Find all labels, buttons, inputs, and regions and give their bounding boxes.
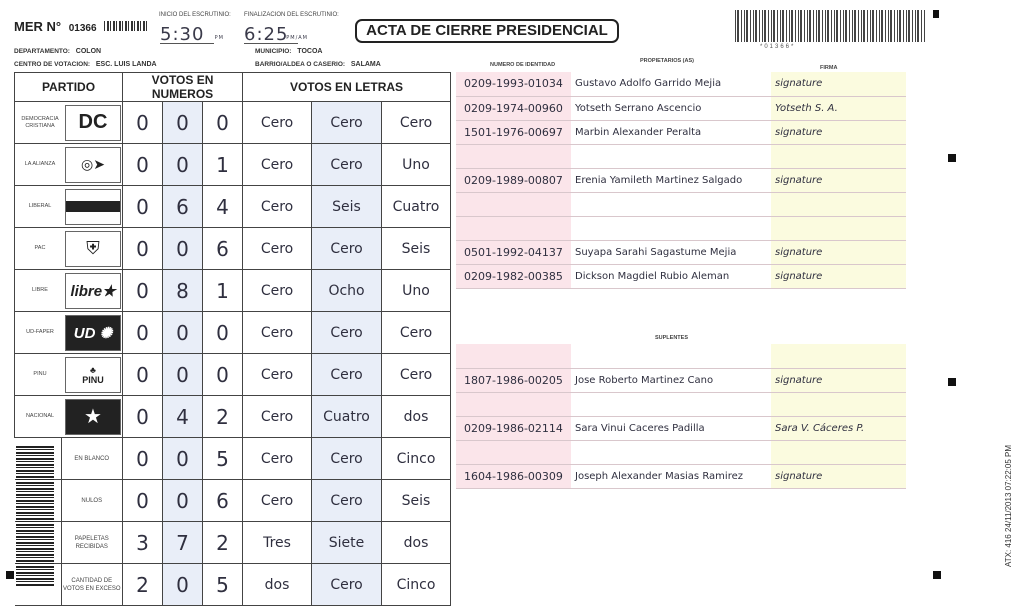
propietarios-table	[456, 72, 906, 289]
identity-number: 0501-1992-04137	[456, 240, 571, 264]
summary-word: dos	[243, 564, 312, 606]
vote-digit: 4	[203, 186, 243, 228]
summary-word: Cinco	[382, 438, 451, 480]
member-name: Erenia Yamileth Martinez Salgado	[571, 168, 771, 192]
summary-digit: 6	[203, 480, 243, 522]
member-name	[571, 440, 771, 464]
party-row	[15, 312, 451, 354]
party-logo-icon: ⛨	[65, 231, 121, 267]
summary-digit: 0	[163, 564, 203, 606]
member-name: Gustavo Adolfo Garrido Mejia	[571, 72, 771, 96]
party-cell	[15, 228, 123, 270]
party-logo-icon: UD ✺	[65, 315, 121, 351]
signature-row	[456, 440, 906, 464]
party-logo-icon: ♣ PINU	[65, 357, 121, 393]
party-cell	[15, 186, 123, 228]
vote-word: Cero	[243, 354, 312, 396]
summary-digit: 7	[163, 522, 203, 564]
vote-word: Cero	[243, 228, 312, 270]
registration-mark	[6, 571, 14, 579]
vote-word: dos	[382, 396, 451, 438]
inicio-ampm: PM	[214, 35, 224, 41]
numero-identidad-label: NUMERO DE IDENTIDAD	[490, 62, 556, 68]
summary-row	[15, 522, 451, 564]
votos-numeros-header: VOTOS EN NUMEROS	[123, 73, 243, 102]
municipio	[255, 48, 322, 55]
party-name: LIBRE	[32, 287, 48, 293]
municipio-label: MUNICIPIO:	[255, 48, 292, 55]
identity-number: 0209-1982-00385	[456, 264, 571, 288]
registration-mark	[948, 154, 956, 162]
party-cell	[15, 396, 123, 438]
firma-label: FIRMA	[820, 65, 838, 71]
page-title: ACTA DE CIERRE PRESIDENCIAL	[355, 19, 619, 43]
identity-number: 0209-1974-00960	[456, 96, 571, 120]
barcode-icon	[735, 10, 925, 42]
vote-word: Ocho	[312, 270, 382, 312]
member-name	[571, 344, 771, 368]
mer-number-value: 01366	[68, 23, 97, 34]
vote-word: Cuatro	[312, 396, 382, 438]
summary-digit: 0	[163, 438, 203, 480]
propietarios-label: PROPIETARIOS (AS)	[640, 58, 694, 64]
party-name: DEMOCRACIA CRISTIANA	[21, 115, 59, 129]
vote-digit: 0	[123, 396, 163, 438]
registration-mark	[948, 378, 956, 386]
votes-table	[14, 72, 451, 606]
departamento-value: COLON	[75, 48, 102, 55]
signature: signature	[771, 264, 906, 288]
vote-digit: 0	[123, 270, 163, 312]
registration-mark	[933, 10, 939, 18]
vote-digit: 0	[123, 228, 163, 270]
vote-digit: 0	[163, 228, 203, 270]
signature: signature	[771, 120, 906, 144]
signature-row	[456, 416, 906, 440]
signature: signature	[771, 72, 906, 96]
party-row	[15, 228, 451, 270]
member-name: Marbin Alexander Peralta	[571, 120, 771, 144]
identity-number	[456, 192, 571, 216]
vertical-barcode-icon	[16, 446, 54, 586]
signature	[771, 392, 906, 416]
vote-word: Cero	[243, 312, 312, 354]
vote-digit: 4	[163, 396, 203, 438]
summary-word: Cero	[312, 438, 382, 480]
vote-digit: 0	[163, 144, 203, 186]
member-name: Jose Roberto Martinez Cano	[571, 368, 771, 392]
party-cell	[15, 270, 123, 312]
barcode-number: *01366*	[760, 44, 796, 50]
summary-digit: 0	[123, 438, 163, 480]
vote-word: Seis	[312, 186, 382, 228]
finalizacion-time-value: 6:25	[244, 24, 289, 45]
barrio-value: SALAMA	[350, 61, 381, 68]
party-name: UD-FAPER	[26, 329, 54, 335]
identity-number	[456, 344, 571, 368]
summary-word: Cero	[312, 564, 382, 606]
party-logo-icon: ◎➤	[65, 147, 121, 183]
party-row	[15, 102, 451, 144]
votes-header-row	[15, 73, 451, 102]
vote-digit: 8	[163, 270, 203, 312]
barrio-label: BARRIO/ALDEA O CASERIO:	[255, 61, 346, 68]
summary-digit: 2	[203, 522, 243, 564]
vote-digit: 6	[163, 186, 203, 228]
summary-word: Tres	[243, 522, 312, 564]
summary-digit: 5	[203, 564, 243, 606]
vote-digit: 0	[123, 102, 163, 144]
summary-row	[15, 480, 451, 522]
signature-row	[456, 144, 906, 168]
votos-letras-header: VOTOS EN LETRAS	[243, 73, 451, 102]
signature: signature	[771, 368, 906, 392]
summary-digit: 0	[123, 480, 163, 522]
identity-number: 0209-1989-00807	[456, 168, 571, 192]
summary-digit: 3	[123, 522, 163, 564]
vote-digit: 0	[203, 102, 243, 144]
vote-digit: 1	[203, 270, 243, 312]
mer-label: MER N°	[14, 19, 62, 34]
vote-digit: 0	[123, 144, 163, 186]
vote-word: Cero	[312, 312, 382, 354]
summary-label: NULOS	[61, 480, 123, 521]
party-row	[15, 270, 451, 312]
summary-word: Siete	[312, 522, 382, 564]
signature	[771, 216, 906, 240]
vote-word: Uno	[382, 144, 451, 186]
identity-number	[456, 440, 571, 464]
member-name	[571, 216, 771, 240]
mini-barcode-icon	[104, 21, 148, 31]
party-row	[15, 396, 451, 438]
identity-number	[456, 144, 571, 168]
signature-row	[456, 168, 906, 192]
identity-number: 1807-1986-00205	[456, 368, 571, 392]
signature-row	[456, 120, 906, 144]
vote-digit: 0	[163, 312, 203, 354]
vote-word: Cero	[243, 396, 312, 438]
signature-row	[456, 392, 906, 416]
partido-header: PARTIDO	[15, 73, 123, 102]
vote-digit: 0	[163, 102, 203, 144]
summary-word: Cero	[243, 438, 312, 480]
summary-row	[15, 438, 451, 480]
signature: signature	[771, 168, 906, 192]
identity-number: 0209-1993-01034	[456, 72, 571, 96]
identity-number: 0209-1986-02114	[456, 416, 571, 440]
identity-number: 1501-1976-00697	[456, 120, 571, 144]
vote-digit: 1	[203, 144, 243, 186]
vote-word: Cero	[312, 354, 382, 396]
summary-digit: 5	[203, 438, 243, 480]
party-name: NACIONAL	[25, 413, 55, 419]
summary-label: EN BLANCO	[61, 438, 123, 479]
centro-votacion	[14, 61, 157, 68]
party-row	[15, 354, 451, 396]
vote-digit: 2	[203, 396, 243, 438]
member-name: Suyapa Sarahi Sagastume Mejia	[571, 240, 771, 264]
identity-number: 1604-1986-00309	[456, 464, 571, 488]
member-name	[571, 192, 771, 216]
departamento	[14, 48, 101, 55]
centro-label: CENTRO DE VOTACION:	[14, 61, 91, 68]
member-name: Joseph Alexander Masias Ramirez	[571, 464, 771, 488]
barrio	[255, 61, 381, 68]
party-name: LIBERAL	[28, 203, 52, 209]
member-name	[571, 144, 771, 168]
summary-word: dos	[382, 522, 451, 564]
summary-word: Cinco	[382, 564, 451, 606]
party-name: LA ALIANZA	[24, 161, 56, 167]
signature	[771, 344, 906, 368]
signature: signature	[771, 464, 906, 488]
signature-row	[456, 192, 906, 216]
party-cell	[15, 354, 123, 396]
inicio-time	[160, 24, 224, 45]
party-cell	[15, 102, 123, 144]
vote-word: Cero	[312, 228, 382, 270]
vote-digit: 0	[123, 354, 163, 396]
vote-word: Cero	[382, 354, 451, 396]
vote-digit: 0	[123, 186, 163, 228]
member-name: Sara Vinui Caceres Padilla	[571, 416, 771, 440]
vote-word: Cero	[243, 186, 312, 228]
municipio-value: TOCOA	[297, 48, 323, 55]
signature-row	[456, 344, 906, 368]
registration-mark	[933, 571, 941, 579]
signature: signature	[771, 240, 906, 264]
vote-word: Cero	[243, 270, 312, 312]
signature: Sara V. Cáceres P.	[771, 416, 906, 440]
finalizacion-ampm: PM/AM	[286, 35, 308, 41]
departamento-label: DEPARTAMENTO:	[14, 48, 70, 55]
signature-row	[456, 464, 906, 488]
finalizacion-label: FINALIZACION DEL ESCRUTINIO:	[244, 12, 339, 18]
finalizacion-time	[244, 24, 308, 45]
vote-digit: 0	[203, 354, 243, 396]
signature-row	[456, 216, 906, 240]
party-cell	[15, 312, 123, 354]
vote-word: Cero	[382, 312, 451, 354]
vote-word: Uno	[382, 270, 451, 312]
party-name: PINU	[33, 371, 47, 377]
vote-word: Cuatro	[382, 186, 451, 228]
summary-row	[15, 564, 451, 606]
centro-value: ESC. LUIS LANDA	[95, 61, 157, 68]
vote-digit: 0	[123, 312, 163, 354]
signature	[771, 440, 906, 464]
vote-digit: 6	[203, 228, 243, 270]
summary-label: PAPELETAS RECIBIDAS	[61, 522, 123, 563]
summary-digit: 0	[163, 480, 203, 522]
summary-label: CANTIDAD DE VOTOS EN EXCESO	[61, 564, 123, 605]
signature-row	[456, 368, 906, 392]
member-name: Dickson Magdiel Rubio Aleman	[571, 264, 771, 288]
suplentes-label: SUPLENTES	[655, 335, 689, 341]
vote-digit: 0	[203, 312, 243, 354]
party-row	[15, 186, 451, 228]
party-row	[15, 144, 451, 186]
party-name: PAC	[34, 245, 46, 251]
member-name	[571, 392, 771, 416]
inicio-time-value: 5:30	[160, 24, 205, 45]
identity-number	[456, 216, 571, 240]
signature: Yotseth S. A.	[771, 96, 906, 120]
signature-row	[456, 96, 906, 120]
vote-word: Cero	[382, 102, 451, 144]
signature-row	[456, 264, 906, 288]
vote-word: Cero	[312, 144, 382, 186]
mer-number	[14, 19, 97, 34]
party-logo-icon	[65, 189, 121, 225]
timestamp-stamp: ATX: 416 24/11/2013 07:22:05 PM	[1004, 445, 1013, 568]
inicio-label: INICIO DEL ESCRUTINIO:	[159, 12, 231, 18]
member-name: Yotseth Serrano Ascencio	[571, 96, 771, 120]
identity-number	[456, 392, 571, 416]
suplentes-table	[456, 344, 906, 489]
summary-digit: 2	[123, 564, 163, 606]
summary-word: Seis	[382, 480, 451, 522]
signature-row	[456, 72, 906, 96]
party-logo-icon: DC	[65, 105, 121, 141]
party-logo-icon: libre★	[65, 273, 121, 309]
vote-word: Cero	[243, 102, 312, 144]
party-cell	[15, 144, 123, 186]
party-logo-icon: ★	[65, 399, 121, 435]
summary-word: Cero	[312, 480, 382, 522]
vote-word: Seis	[382, 228, 451, 270]
signature-row	[456, 240, 906, 264]
signature	[771, 192, 906, 216]
vote-word: Cero	[312, 102, 382, 144]
summary-word: Cero	[243, 480, 312, 522]
vote-word: Cero	[243, 144, 312, 186]
signature	[771, 144, 906, 168]
vote-digit: 0	[163, 354, 203, 396]
